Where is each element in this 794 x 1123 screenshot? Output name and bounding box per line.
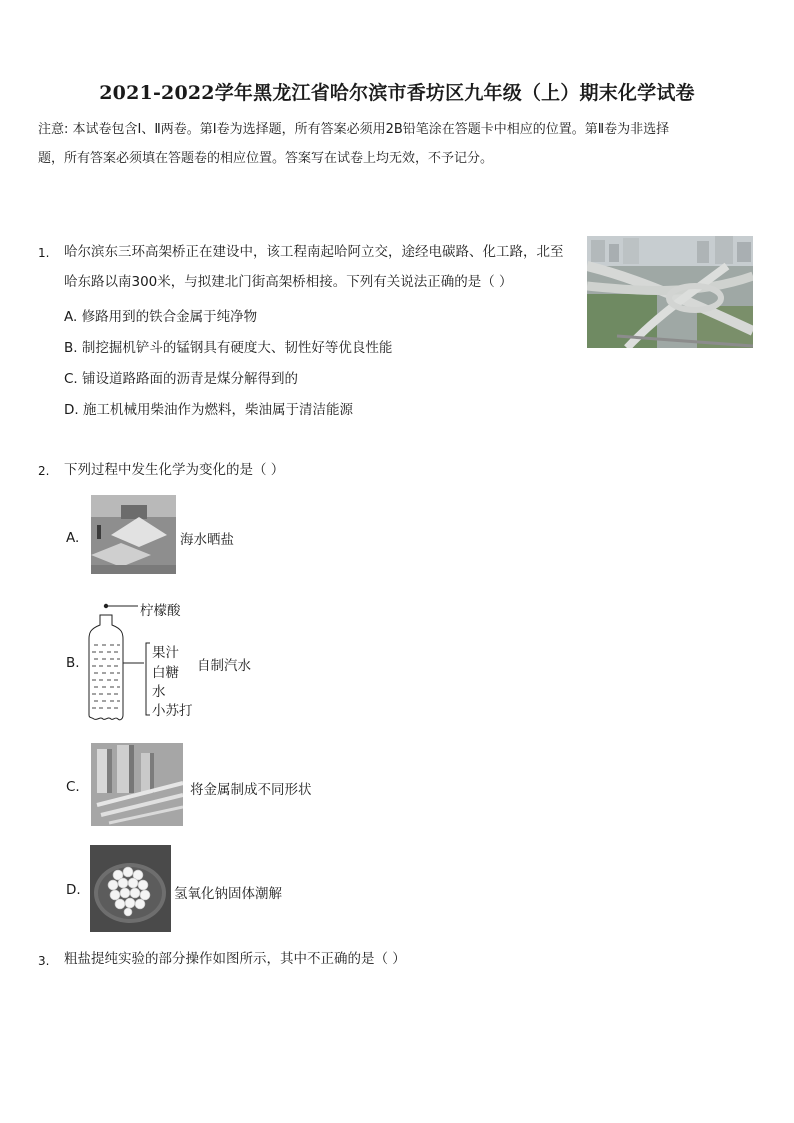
q2-option-d-letter[interactable]: D. [66, 882, 81, 898]
q2-option-d-label: 氢氧化钠固体潮解 [174, 886, 282, 902]
q1-stem-line2: 哈东路以南300米，与拟建北门街高架桥相接。下列有关说法正确的是（ ） [64, 274, 513, 290]
q2-option-b-letter[interactable]: B. [66, 655, 80, 671]
metal-shapes-photo [91, 743, 183, 826]
q2-option-a-label: 海水晒盐 [180, 532, 234, 548]
q1-number: 1. [38, 246, 50, 260]
overpass-photo [587, 236, 753, 348]
page-title: 2021-2022学年黑龙江省哈尔滨市香坊区九年级（上）期末化学试卷 [99, 82, 695, 104]
q2-option-c-label: 将金属制成不同形状 [190, 782, 312, 798]
q2-option-b-label: 自制汽水 [197, 658, 251, 674]
ingredient-sugar: 白糖 [152, 665, 179, 681]
sea-salt-drying-photo [91, 495, 176, 574]
q2-option-a-letter[interactable]: A. [66, 530, 80, 546]
q2-option-c-letter[interactable]: C. [66, 779, 80, 795]
ingredient-baking-soda: 小苏打 [152, 703, 193, 719]
q1-option-d[interactable]: D. 施工机械用柴油作为燃料，柴油属于清洁能源 [64, 402, 353, 418]
q1-option-b[interactable]: B. 制挖掘机铲斗的锰钢具有硬度大、韧性好等优良性能 [64, 340, 393, 356]
q1-option-a[interactable]: A. 修路用到的铁合金属于纯净物 [64, 309, 258, 325]
q2-stem: 下列过程中发生化学为变化的是（ ） [64, 462, 285, 478]
ingredient-water: 水 [152, 684, 166, 700]
q2-number: 2. [38, 464, 50, 478]
citric-acid-label: 柠檬酸 [140, 603, 181, 619]
notice-line-2: 题，所有答案必须填在答题卷的相应位置。答案写在试卷上均无效，不予记分。 [38, 151, 494, 166]
sodium-hydroxide-photo [90, 845, 171, 932]
q1-stem-line1: 哈尔滨东三环高架桥正在建设中，该工程南起哈阿立交，途经电碳路、化工路，北至 [64, 244, 564, 260]
q3-stem: 粗盐提纯实验的部分操作如图所示，其中不正确的是（ ） [64, 951, 406, 967]
q3-number: 3. [38, 954, 50, 968]
ingredient-juice: 果汁 [152, 645, 179, 661]
q1-option-c[interactable]: C. 铺设道路路面的沥青是煤分解得到的 [64, 371, 299, 387]
notice-line-1: 注意: 本试卷包含Ⅰ、Ⅱ两卷。第Ⅰ卷为选择题，所有答案必须用2B铅笔涂在答题卡中相应的位置。第Ⅱ卷为非选择 [38, 122, 670, 137]
